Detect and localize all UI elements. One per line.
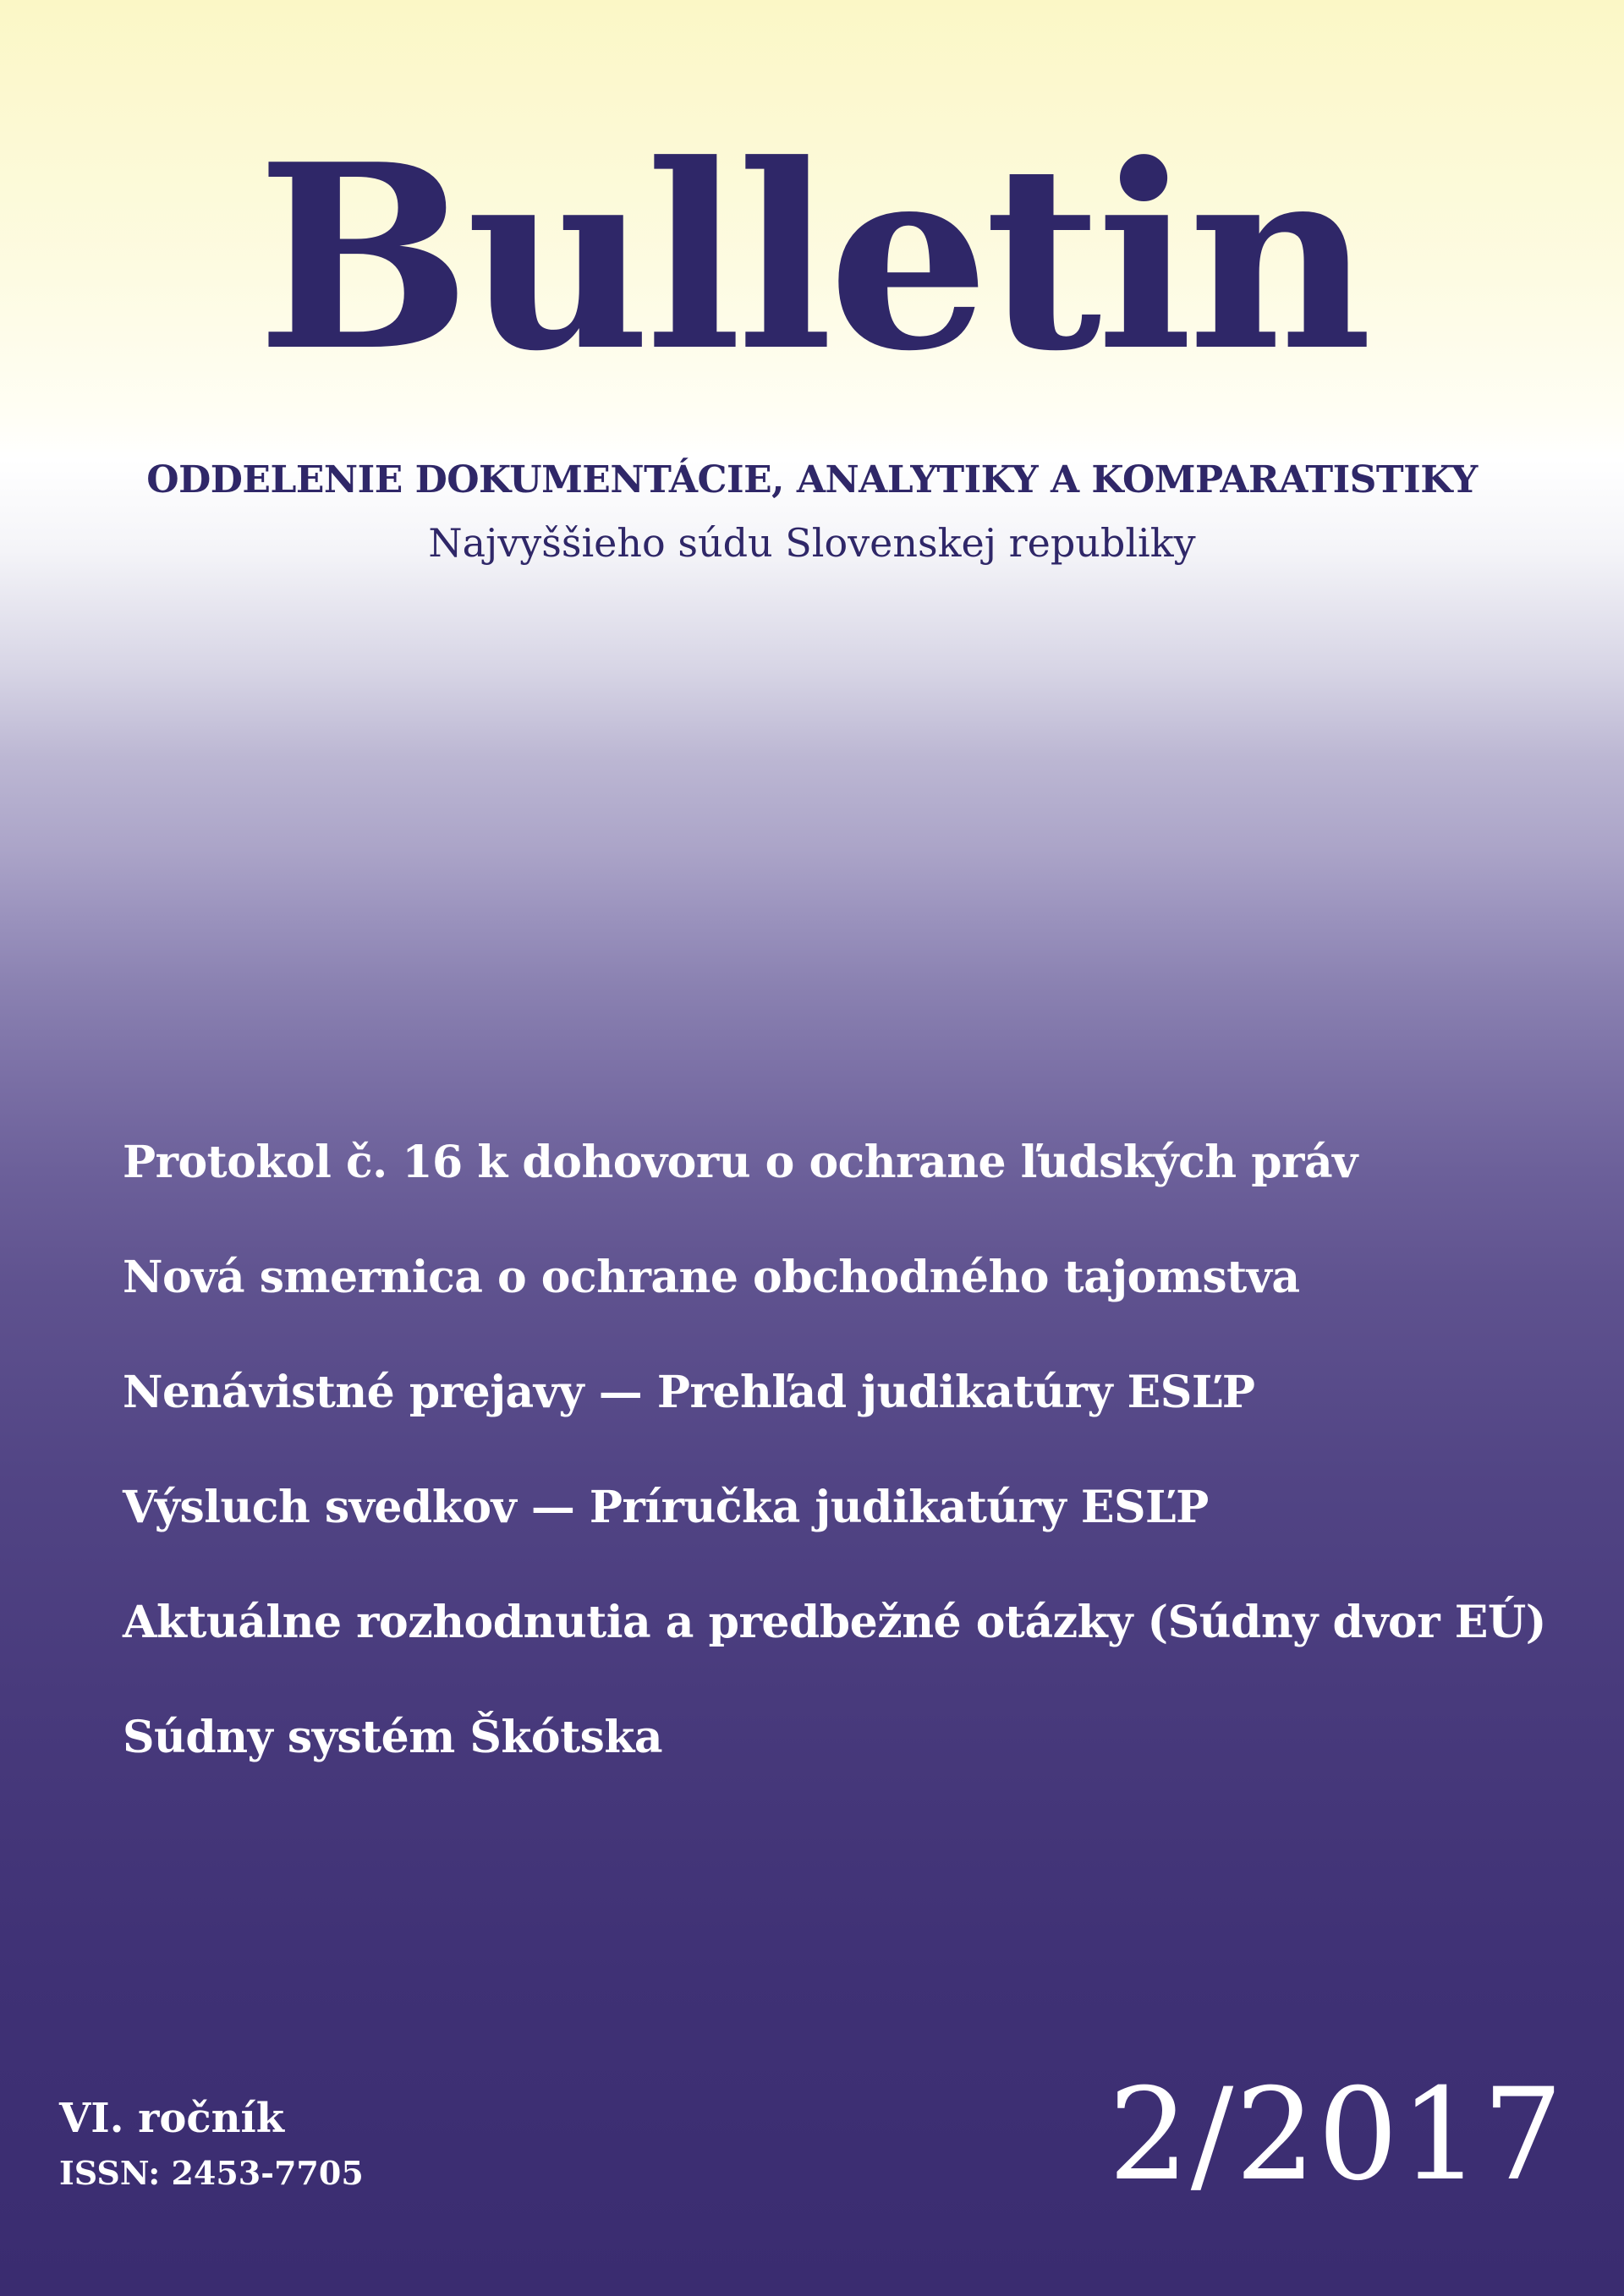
volume-label: VI. ročník <box>59 2095 285 2142</box>
topic-item: Nová smernica o ochrane obchodného tajomstva <box>123 1252 1300 1303</box>
topic-item: Súdny systém Škótska <box>123 1712 663 1763</box>
topic-item: Aktuálne rozhodnutia a predbežné otázky (Súdny dvor EÚ) <box>123 1597 1546 1648</box>
topic-item: Výsluch svedkov — Príručka judikatúry ESĽP <box>123 1482 1209 1533</box>
topic-item: Nenávistné prejavy — Prehľad judikatúry ESĽP <box>123 1367 1255 1418</box>
department-name: ODDELENIE DOKUMENTÁCIE, ANALYTIKY A KOMPARATISTIKY <box>146 458 1478 501</box>
issn-label: ISSN: 2453-7705 <box>59 2154 364 2192</box>
topics-list <box>123 1137 1546 1827</box>
court-name: Najvyššieho súdu Slovenskej republiky <box>428 520 1196 566</box>
topic-item: Protokol č. 16 k dohovoru o ochrane ľudských práv <box>123 1137 1358 1188</box>
bulletin-title: Bulletin <box>256 108 1368 407</box>
issue-number: 2/2017 <box>1108 2062 1565 2209</box>
